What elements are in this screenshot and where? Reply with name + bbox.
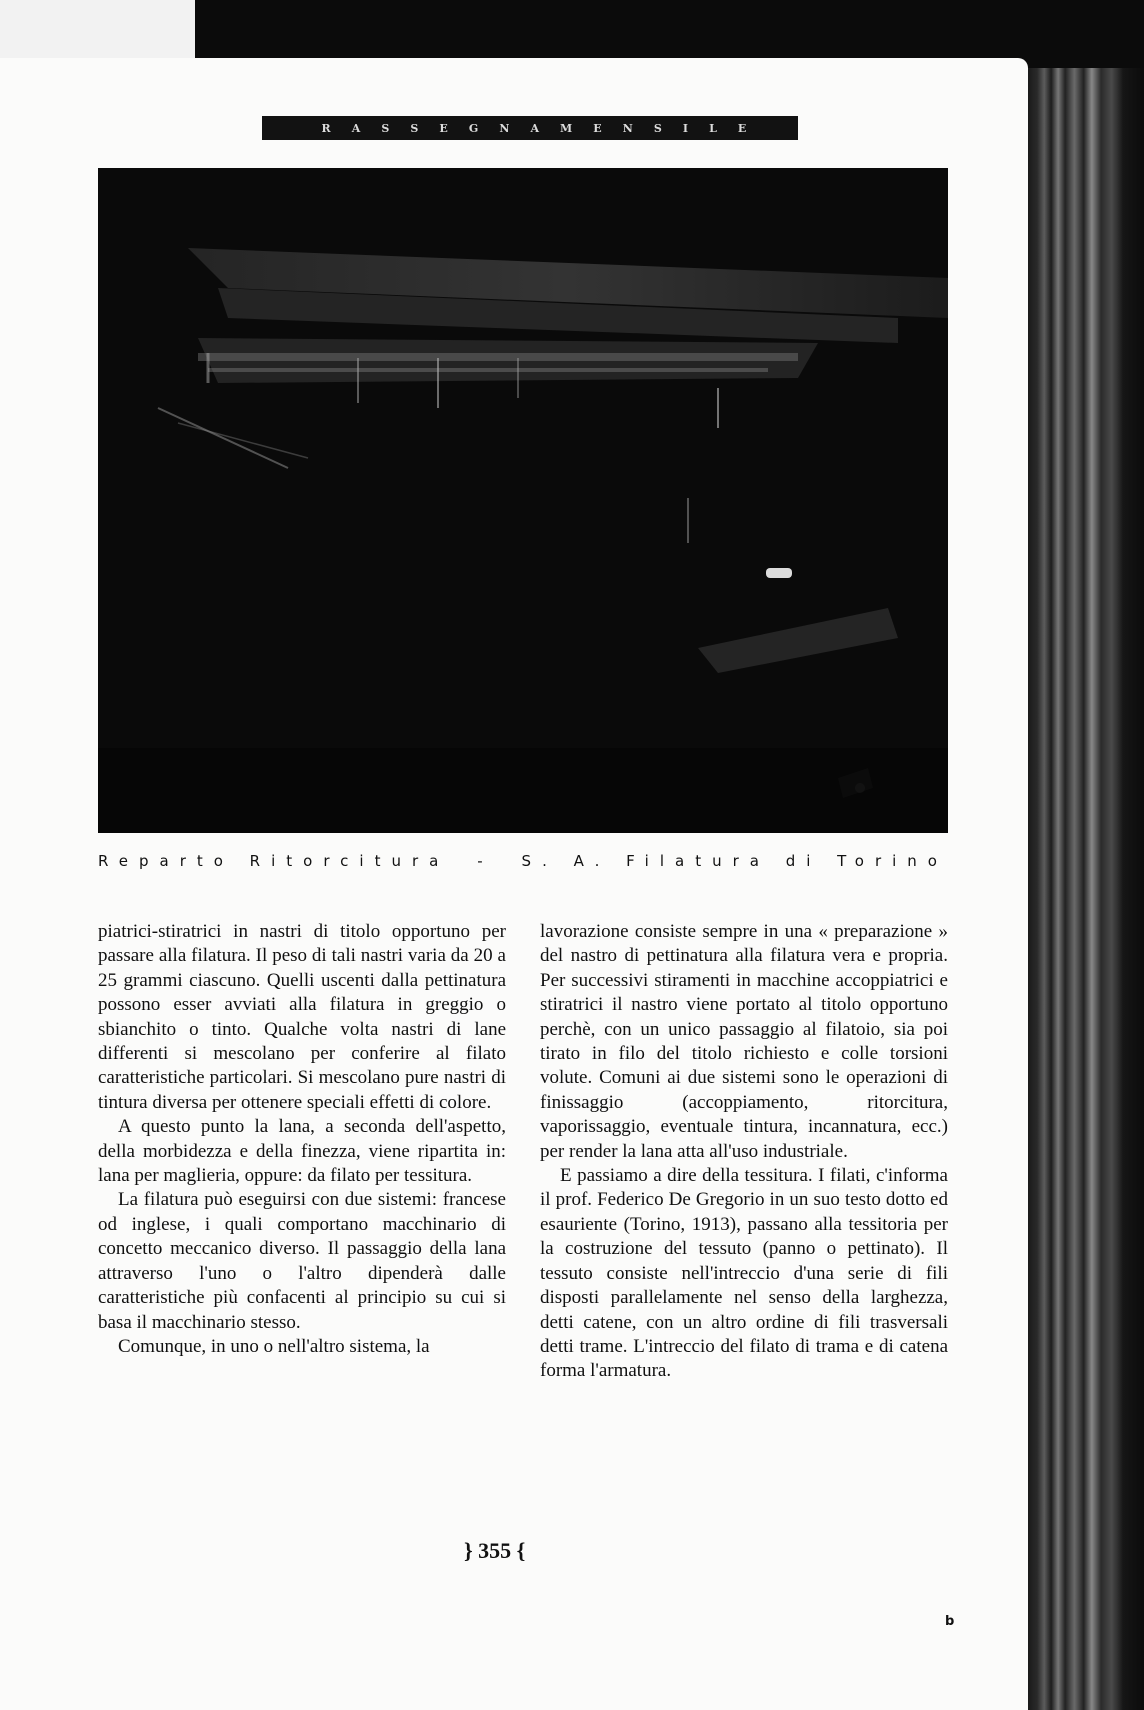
page-number: } 355 { bbox=[464, 1538, 526, 1563]
header-letter: E bbox=[593, 121, 604, 135]
header-letter: G bbox=[468, 121, 481, 135]
header-letter: L bbox=[709, 121, 719, 135]
corner-mark: b bbox=[945, 1614, 955, 1629]
caption-separator: - bbox=[477, 852, 494, 870]
paragraph: La filatura può eseguirsi con due sistemi: francese od inglese, i quali comportano macchinario di concetto meccanico diverso. Il passaggio della lana attraverso l'uno o l'altro dipenderà dalle caratteristiche più confacenti al principio su cui si basa il macchinario stesso. bbox=[98, 1189, 506, 1333]
header-letter: E bbox=[439, 121, 450, 135]
header-letter: M bbox=[560, 121, 575, 135]
header-letter: S bbox=[381, 121, 392, 135]
header-letter: E bbox=[737, 121, 749, 135]
header-letter: R bbox=[321, 121, 333, 135]
paragraph: Comunque, in uno o nell'altro sistema, la bbox=[118, 1335, 430, 1357]
caption-department: Reparto Ritorcitura bbox=[98, 852, 450, 870]
paragraph: A questo punto la lana, a seconda dell'aspetto, della morbidezza e della finezza, viene ripartita in: lana per maglieria, oppure: da filato per tessitura. bbox=[98, 1116, 506, 1187]
book-page-edges bbox=[1028, 68, 1144, 1710]
caption-company: S. A. Filatura di Torino bbox=[521, 852, 948, 870]
header-letter: N bbox=[499, 121, 512, 135]
photo-caption bbox=[98, 852, 948, 870]
paragraph: lavorazione consiste sempre in una « preparazione » del nastro di pettinatura alla filatura vera e propria. Per successivi stiramenti in macchine accoppiatrici e stiratrici il nastro viene portato al titolo opportuno perchè, con un unico passaggio al filatoio, sia poi tirato in filo del titolo richiesto e colle torsioni volute. Comuni ai due sistemi sono le operazioni di finissaggio (accoppiamento, ritorcitura, vaporissaggio, eventuale tintura, incannatura, ecc.) per render la lana atta all'uso industriale. bbox=[540, 921, 948, 1162]
article-body bbox=[98, 920, 948, 1384]
header-letter: N bbox=[622, 121, 635, 135]
header-letter: S bbox=[653, 121, 664, 135]
factory-photo-image bbox=[98, 168, 948, 833]
header-letter: A bbox=[351, 121, 363, 135]
header-letter: I bbox=[682, 121, 691, 135]
header-letter: A bbox=[530, 121, 541, 135]
factory-photo bbox=[98, 168, 948, 833]
paragraph: piatrici-stiratrici in nastri di titolo opportuno per passare alla filatura. Il peso di tali nastri varia da 20 a 25 grammi ciascuno. Quelli uscenti dalla pettinatura possono esser avviati alla filatura in greggio o sbianchito o tinto. Qualche volta nastri di lane differenti si mescolano per conferire al filato caratteristiche particolari. Si mescolano pure nastri di tintura diversa per ottenere speciali effetti di colore. bbox=[98, 921, 506, 1113]
running-header bbox=[262, 116, 798, 140]
header-letter: S bbox=[410, 121, 421, 135]
column-left bbox=[98, 920, 506, 1384]
paragraph: E passiamo a dire della tessitura. I filati, c'informa il prof. Federico De Gregorio in un suo testo dotto ed esauriente (Torino, 1913), passano alla tessitoria per la costruzione del tessuto (panno o pettinato). Il tessuto consiste nell'intreccio d'una serie di fili disposti parallelamente nel senso della larghezza, detti catene, con un altro ordine di fili trasversali detti trame. L'intreccio del filato di trama e di catena forma l'armatura. bbox=[540, 1165, 948, 1382]
column-right bbox=[540, 920, 948, 1384]
scan-margin-tab bbox=[0, 0, 195, 58]
